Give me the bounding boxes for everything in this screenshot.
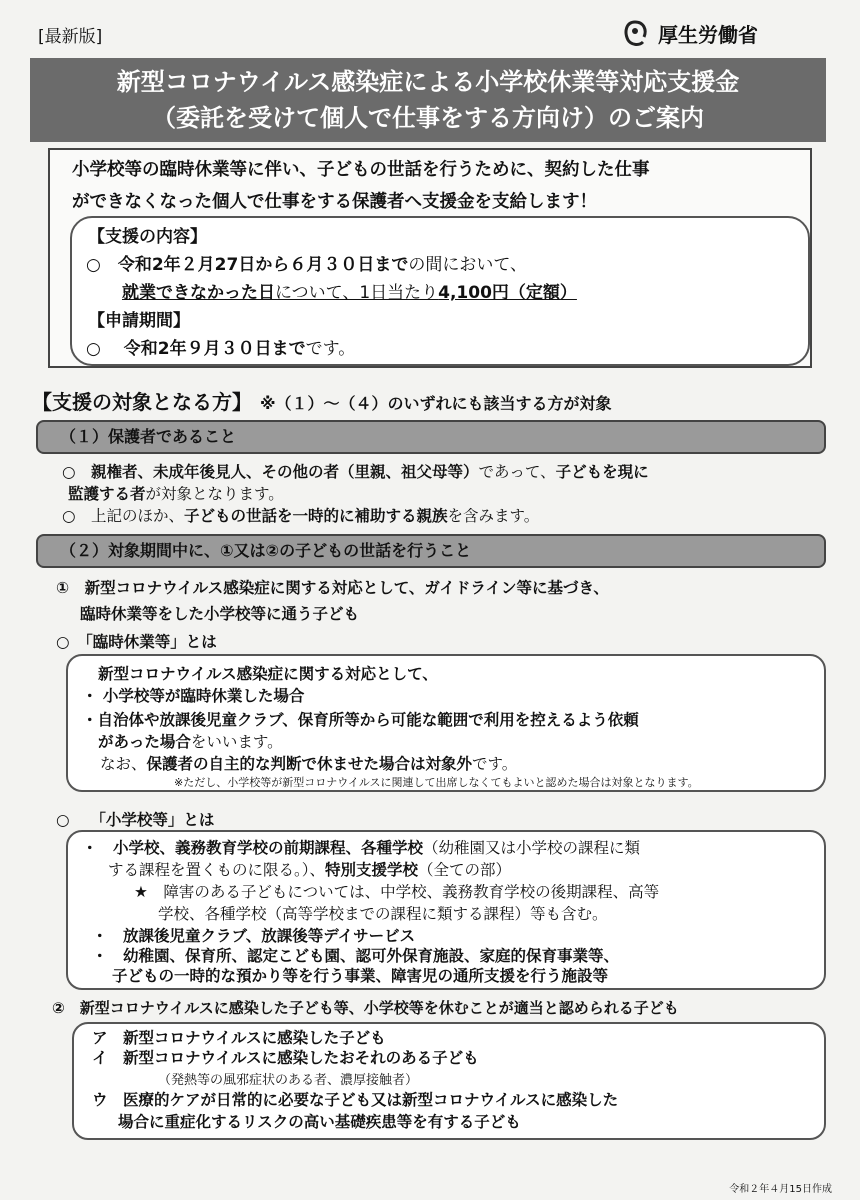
definition2-line5: ・ 放課後児童クラブ、放課後等デイサービス xyxy=(92,927,416,945)
definition2-line3: ★ 障害のある子どもについては、中学校、義務教育学校の後期課程、高等 xyxy=(134,883,660,901)
condition2-i: イ 新型コロナウイルスに感染したおそれのある子ども xyxy=(92,1049,479,1067)
intro-lead-line1: 小学校等の臨時休業等に伴い、子どもの世話を行うために、契約した仕事 xyxy=(72,160,650,180)
target-title: 【支援の対象となる方】 ※（１）～（４）のいずれにも該当する方が対象 xyxy=(32,390,612,414)
definition2-line6: ・ 幼稚園、保育所、認定こども園、認可外保育施設、家庭的保育事業等、 xyxy=(92,947,620,965)
target-subtitle: ※（１）～（４）のいずれにも該当する方が対象 xyxy=(260,394,612,413)
section1-item1: ○ 親権者、未成年後見人、その他の者（里親、祖父母等）であって、子どもを現に xyxy=(62,463,649,481)
definition2-line2: する課程を置くものに限る。）、特別支援学校（全ての部） xyxy=(108,861,512,879)
definition2-title: ○ 「小学校等」とは xyxy=(56,811,215,829)
support-box xyxy=(70,216,810,366)
intro-lead-line2: ができなくなった個人で仕事をする保護者へ支援金を支給します！ xyxy=(72,192,597,212)
condition2-u-line2: 場合に重症化するリスクの高い基礎疾患等を有する子ども xyxy=(118,1113,521,1131)
support-line2: 就業できなかった日について、1日当たり4,100円（定額） xyxy=(122,283,577,303)
support-heading: 【支援の内容】 xyxy=(88,227,207,247)
title-banner xyxy=(30,58,826,142)
section1-item1-line2: 監護する者が対象となります。 xyxy=(68,485,284,503)
definition1-line3: ・自治体や放課後児童クラブ、保育所等から可能な範囲で利用を控えるよう依頼 xyxy=(82,711,639,729)
condition2-a: ア 新型コロナウイルスに感染した子ども xyxy=(92,1029,386,1047)
page-subtitle: （委託を受けて個人で仕事をする方向け）のご案内 xyxy=(152,104,704,132)
condition2-box xyxy=(72,1022,826,1140)
definition2-box xyxy=(66,830,826,990)
condition2-i-note: （発熱等の風邪症状のある者、濃厚接触者） xyxy=(158,1073,419,1088)
condition1-line1: ① 新型コロナウイルス感染症に関する対応として、ガイドライン等に基づき、 xyxy=(56,579,609,597)
definition2-line7: 子どもの一時的な預かり等を行う事業、障害児の通所支援を行う施設等 xyxy=(112,967,609,985)
condition2-u-line1: ウ 医療的ケアが日常的に必要な子ども又は新型コロナウイルスに感染した xyxy=(92,1091,619,1109)
ministry-name xyxy=(620,18,758,48)
ministry-label: 厚生労働省 xyxy=(658,22,758,47)
section1-item2: ○ 上記のほか、子どもの世話を一時的に補助する親族を含みます。 xyxy=(62,507,540,525)
condition1-line2: 臨時休業等をした小学校等に通う子ども xyxy=(80,605,360,623)
support-line1: ○ 令和2年２月27日から６月３０日までの間において、 xyxy=(86,255,527,275)
intro-lead xyxy=(72,154,792,218)
period-heading: 【申請期間】 xyxy=(88,311,190,331)
definition1-title: ○ 「臨時休業等」とは xyxy=(56,633,217,651)
page-title: 新型コロナウイルス感染症による小学校休業等対応支援金 xyxy=(116,68,740,96)
definition1-box xyxy=(66,654,826,792)
definition1-line5: なお、保護者の自主的な判断で休ませた場合は対象外です。 xyxy=(100,755,518,773)
condition2-line: ② 新型コロナウイルスに感染した子ども等、小学校等を休むことが適当と認められる子ども xyxy=(52,999,679,1017)
section1-bar: （１）保護者であること xyxy=(36,420,826,454)
section2-bar: （２）対象期間中に、①又は②の子どもの世話を行うこと xyxy=(36,534,826,568)
intro-box xyxy=(48,148,812,368)
definition1-line1: 新型コロナウイルス感染症に関する対応として、 xyxy=(98,665,438,683)
definition1-note: ※ただし、小学校等が新型コロナウイルスに関連して出席しなくてもよいと認めた場合は対象となります。 xyxy=(174,776,699,789)
creation-date: 令和２年４月15日作成 xyxy=(729,1184,832,1195)
definition1-line4: があった場合をいいます。 xyxy=(98,733,283,751)
ministry-logo-icon xyxy=(620,18,650,48)
period-line: ○ 令和2年９月３０日までです。 xyxy=(86,339,356,359)
definition2-line1: ・ 小学校、義務教育学校の前期課程、各種学校（幼稚園又は小学校の課程に類 xyxy=(82,839,641,857)
definition2-line4: 学校、各種学校（高等学校までの課程に類する課程）等も含む。 xyxy=(158,905,608,923)
version-tag: [最新版] xyxy=(38,27,103,47)
definition1-line2: ・ 小学校等が臨時休業した場合 xyxy=(82,687,305,705)
